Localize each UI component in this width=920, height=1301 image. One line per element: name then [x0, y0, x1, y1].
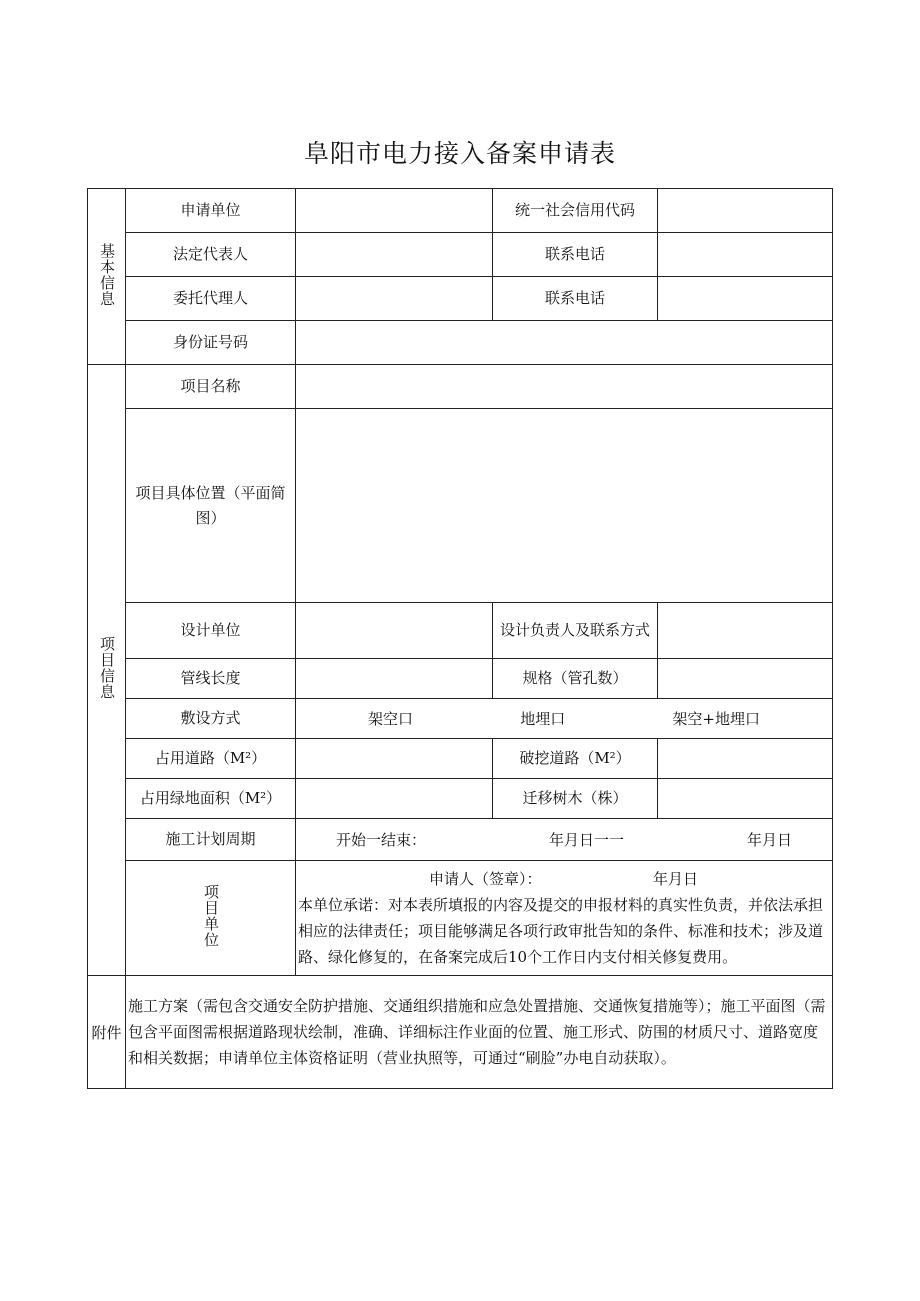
label-green-area: 占用绿地面积（M²）: [126, 779, 296, 819]
field-road-occupied[interactable]: [296, 739, 493, 779]
label-design-lead: 设计负责人及联系方式: [493, 603, 658, 659]
label-road-dug: 破挖道路（M²）: [493, 739, 658, 779]
field-project-name[interactable]: [296, 365, 833, 409]
field-project-location[interactable]: [296, 409, 833, 603]
label-legal-rep: 法定代表人: [126, 233, 296, 277]
laying-options: [296, 699, 833, 739]
section-basic-info: 基本信息: [88, 189, 126, 365]
label-credit-code: 统一社会信用代码: [493, 189, 658, 233]
field-design-lead[interactable]: [658, 603, 833, 659]
label-design-unit: 设计单位: [126, 603, 296, 659]
option-underground[interactable]: 地埋口: [520, 710, 566, 728]
option-overhead[interactable]: 架空口: [368, 710, 414, 728]
label-spec: 规格（管孔数）: [493, 659, 658, 699]
unit-pledge-text: 本单位承诺：对本表所填报的内容及提交的申报材料的真实性负责，并依法承担相应的法律责任；项目能够满足各项行政审批告知的条件、标准和技术；涉及道路、绿化修复的，在备案完成后10个工作日内支付相关修复费用。: [298, 896, 824, 966]
application-form: [87, 188, 833, 1089]
label-applicant-unit: 申请单位: [126, 189, 296, 233]
label-road-occupied: 占用道路（M²）: [126, 739, 296, 779]
label-agent: 委托代理人: [126, 277, 296, 321]
attachment-text: 施工方案（需包含交通安全防护措施、交通组织措施和应急处置措施、交通恢复措施等）；施工平面图（需包含平面图需根据道路现状绘制，准确、详细标注作业面的位置、施工形式、防围的材质尺寸、道路宽度和相关数据；申请单位主体资格证明（营业执照等，可通过“刷脸”办电自动获取）。: [126, 976, 833, 1089]
field-road-dug[interactable]: [658, 739, 833, 779]
field-trees-moved[interactable]: [658, 779, 833, 819]
label-phone-agent: 联系电话: [493, 277, 658, 321]
field-design-unit[interactable]: [296, 603, 493, 659]
section-project-unit: 项目单位: [126, 861, 296, 976]
label-trees-moved: 迁移树木（株）: [493, 779, 658, 819]
section-project-info: 项目信息: [88, 365, 126, 976]
field-agent[interactable]: [296, 277, 493, 321]
period-start: 开始一结束：: [336, 831, 427, 849]
field-pipe-length[interactable]: [296, 659, 493, 699]
label-id-number: 身份证号码: [126, 321, 296, 365]
period-end: 年月日: [746, 831, 792, 849]
applicant-signature-label: 申请人（签章）：: [429, 870, 542, 888]
label-pipe-length: 管线长度: [126, 659, 296, 699]
field-id-number[interactable]: [296, 321, 833, 365]
field-applicant-unit[interactable]: [296, 189, 493, 233]
field-legal-rep[interactable]: [296, 233, 493, 277]
page-title: 阜阳市电力接入备案申请表: [303, 139, 616, 168]
field-credit-code[interactable]: [658, 189, 833, 233]
field-construction-period[interactable]: [296, 819, 833, 861]
field-phone-legal[interactable]: [658, 233, 833, 277]
period-mid: 年月日一一: [548, 831, 624, 849]
option-overhead-underground[interactable]: 架空+地埋口: [672, 710, 760, 728]
unit-pledge-cell: [296, 861, 833, 976]
label-phone-legal: 联系电话: [493, 233, 658, 277]
field-phone-agent[interactable]: [658, 277, 833, 321]
field-spec[interactable]: [658, 659, 833, 699]
label-construction-period: 施工计划周期: [126, 819, 296, 861]
applicant-date: 年月日: [652, 870, 698, 888]
field-green-area[interactable]: [296, 779, 493, 819]
label-project-location: 项目具体位置（平面简图）: [126, 409, 296, 603]
section-attachment: 附件: [88, 976, 126, 1089]
label-laying-method: 敷设方式: [126, 699, 296, 739]
label-project-name: 项目名称: [126, 365, 296, 409]
